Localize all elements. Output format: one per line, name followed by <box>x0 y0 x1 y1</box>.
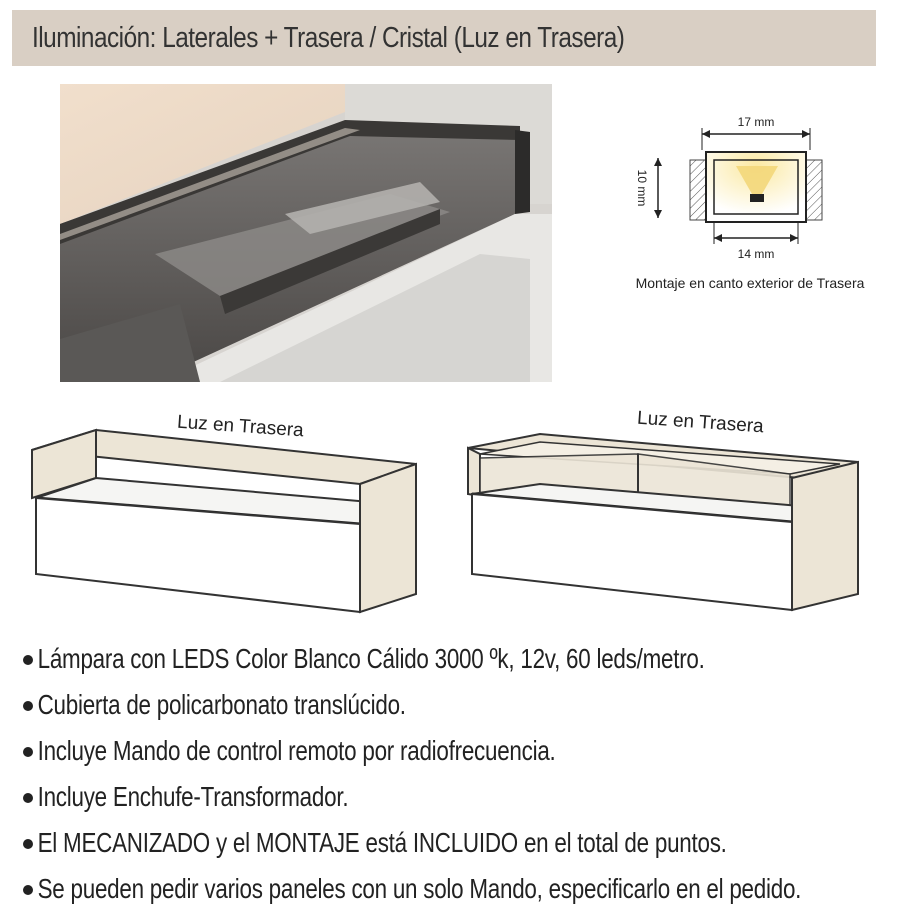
list-item: Se pueden pedir varios paneles con un solo Mando, especificarlo en el pedido. <box>20 866 900 912</box>
list-item: Incluye Mando de control remoto por radiofrecuencia. <box>20 728 900 774</box>
product-photo <box>60 84 552 382</box>
cabinet-diagram-right <box>460 398 880 626</box>
right-diagram-label: Luz en Trasera <box>636 407 765 438</box>
width-bottom-label: 14 mm <box>737 247 775 261</box>
profile-cross-section <box>610 110 880 300</box>
page-title: Iluminación: Laterales + Trasera / Cristal (Luz en Trasera) <box>32 22 625 54</box>
list-item: Cubierta de policarbonato translúcido. <box>20 682 900 728</box>
height-label: 10 mm <box>635 169 649 207</box>
list-item: Lámpara con LEDS Color Blanco Cálido 3000 ºk, 12v, 60 leds/metro. <box>20 636 900 682</box>
list-item: El MECANIZADO y el MONTAJE está INCLUIDO en el total de puntos. <box>20 820 900 866</box>
list-item: Incluye Enchufe-Transformador. <box>20 774 900 820</box>
feature-list <box>20 636 900 912</box>
left-diagram-label: Luz en Trasera <box>176 411 305 442</box>
profile-caption: Montaje en canto exterior de Trasera <box>635 275 865 291</box>
cabinet-diagram-left <box>20 398 440 626</box>
width-top-label: 17 mm <box>737 115 775 129</box>
